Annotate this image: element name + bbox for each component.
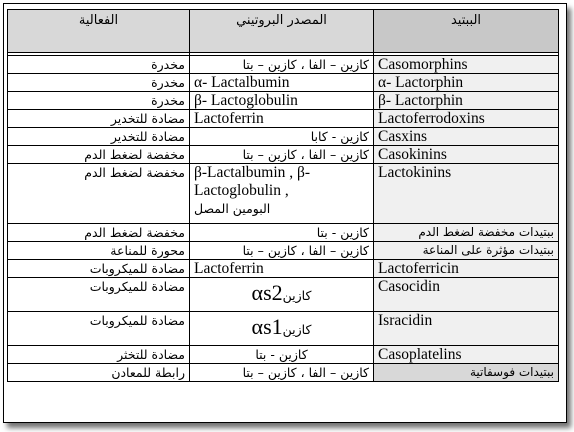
source-symbol: αs1 — [251, 314, 283, 339]
cell-peptide: Casokinins — [374, 146, 559, 164]
source-line: Lactoglobulin , — [194, 182, 289, 199]
cell-peptide: Lactokinins — [374, 164, 559, 224]
cell-effect: محورة للمناعة — [8, 242, 190, 260]
cell-peptide: Isracidin — [374, 312, 559, 346]
cell-source: Lactoferrin — [190, 260, 374, 278]
cell-peptide: Casomorphins — [374, 56, 559, 74]
cell-peptide: Lactoferrodoxins — [374, 110, 559, 128]
peptides-table — [7, 9, 559, 382]
table-row — [8, 128, 559, 146]
table-row — [8, 260, 559, 278]
cell-effect: مخدرة — [8, 56, 190, 74]
header-row — [8, 10, 559, 53]
header-peptide: الببتيد — [374, 10, 559, 53]
cell-source — [190, 164, 374, 224]
source-arabic: كازين — [282, 322, 312, 337]
table-row — [8, 312, 559, 346]
cell-effect: مضادة للتخثر — [8, 346, 190, 364]
cell-effect: رابطة للمعادن — [8, 364, 190, 382]
cell-peptide: Lactoferricin — [374, 260, 559, 278]
cell-effect: مضادة للميكروبات — [8, 260, 190, 278]
header-source: المصدر البروتيني — [190, 10, 374, 53]
source-line: β-Lactalbumin , β- — [194, 164, 311, 181]
cell-effect: مضادة للميكروبات — [8, 312, 190, 346]
cell-source: β- Lactoglobulin — [190, 92, 374, 110]
table-row — [8, 110, 559, 128]
cell-peptide: α- Lactorphin — [374, 74, 559, 92]
source-line: البومين المصل — [194, 201, 271, 216]
source-arabic: كازين — [282, 288, 312, 303]
cell-effect: مخفضة لضغط الدم — [8, 146, 190, 164]
cell-source: α- Lactalbumin — [190, 74, 374, 92]
cell-peptide: Casxins — [374, 128, 559, 146]
cell-source: كازين - كابا — [190, 128, 374, 146]
cell-peptide: Casoplatelins — [374, 346, 559, 364]
cell-peptide: Casocidin — [374, 278, 559, 312]
cell-source: كازين – الفا ، كازين – بتا — [190, 56, 374, 74]
cell-source: كازين – الفا ، كازين – بتا — [190, 364, 374, 382]
table-row — [8, 242, 559, 260]
table-row — [8, 224, 559, 242]
header-effect: الفعالية — [8, 10, 190, 53]
cell-peptide: ببتيدات مؤثرة على المناعة — [374, 242, 559, 260]
cell-effect: مخدرة — [8, 92, 190, 110]
table-row — [8, 74, 559, 92]
cell-effect: مضادة للميكروبات — [8, 278, 190, 312]
cell-source: Lactoferrin — [190, 110, 374, 128]
table-row — [8, 346, 559, 364]
cell-peptide: ببتيدات مخفضة لضغط الدم — [374, 224, 559, 242]
cell-effect: مخفضة لضغط الدم — [8, 224, 190, 242]
table-row — [8, 92, 559, 110]
cell-effect: مخدرة — [8, 74, 190, 92]
table-row — [8, 278, 559, 312]
table-row — [8, 364, 559, 382]
cell-peptide: β- Lactorphin — [374, 92, 559, 110]
cell-peptide: ببتيدات فوسفاتية — [374, 364, 559, 382]
cell-source: كازين – الفا ، كازين – بتا — [190, 146, 374, 164]
cell-effect: مضادة للتخدير — [8, 110, 190, 128]
cell-source: كازين - بتا — [190, 346, 374, 364]
cell-source — [190, 312, 374, 346]
cell-effect: مخفضة لضغط الدم — [8, 164, 190, 224]
source-symbol: αs2 — [251, 280, 283, 305]
cell-effect: مضادة للتخدير — [8, 128, 190, 146]
cell-source — [190, 278, 374, 312]
table-row — [8, 56, 559, 74]
table-row — [8, 146, 559, 164]
cell-source: كازين - بتا — [190, 224, 374, 242]
table-row — [8, 164, 559, 224]
cell-source: كازين – الفا ، كازين – بتا — [190, 242, 374, 260]
